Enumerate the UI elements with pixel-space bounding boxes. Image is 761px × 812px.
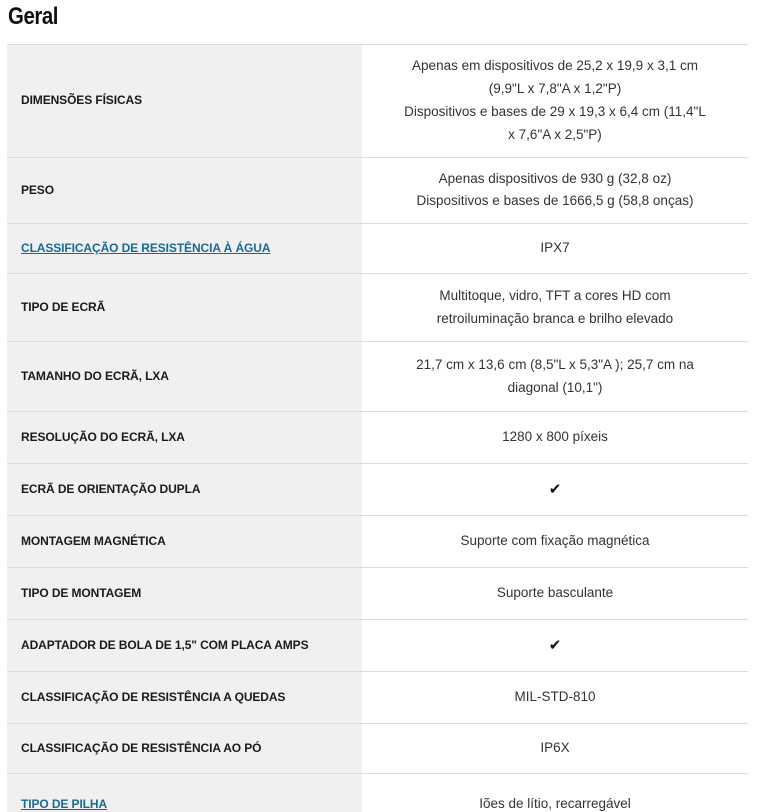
spec-value-text: Apenas dispositivos de 930 g (32,8 oz) xyxy=(438,170,672,186)
spec-value-cell xyxy=(362,464,748,515)
spec-value-cell xyxy=(362,158,748,224)
table-row xyxy=(7,463,748,515)
spec-label-cell xyxy=(7,672,362,723)
spec-value-cell xyxy=(362,568,748,619)
table-row xyxy=(7,223,748,273)
spec-label-cell xyxy=(7,274,362,341)
spec-value-cell xyxy=(362,274,748,341)
spec-label-cell xyxy=(7,774,362,812)
table-row xyxy=(7,411,748,463)
spec-label: PESO xyxy=(21,182,54,197)
spec-value-cell xyxy=(362,724,748,773)
spec-value-text: Dispositivos e bases de 1666,5 g (58,8 onças) xyxy=(416,193,694,209)
table-row xyxy=(7,515,748,567)
spec-value-text: 1280 x 800 píxeis xyxy=(502,429,608,445)
checkmark-icon: ✔ xyxy=(548,637,562,655)
checkmark-icon: ✔ xyxy=(548,481,562,499)
spec-value-text: IPX7 xyxy=(540,240,570,256)
spec-value-text: Multitoque, vidro, TFT a cores HD com retroiluminação branca e brilho elevado xyxy=(436,287,674,326)
spec-value-text: Suporte com fixação magnética xyxy=(460,533,650,549)
spec-label: CLASSIFICAÇÃO DE RESISTÊNCIA A QUEDAS xyxy=(21,690,286,705)
spec-label-cell xyxy=(7,45,362,157)
table-row xyxy=(7,341,748,411)
spec-label-cell xyxy=(7,568,362,619)
spec-label-cell xyxy=(7,464,362,515)
table-row xyxy=(7,671,748,723)
table-row xyxy=(7,773,748,812)
spec-value-text: MIL-STD-810 xyxy=(514,689,596,705)
spec-label: TAMANHO DO ECRÃ, LXA xyxy=(21,369,169,384)
table-row xyxy=(7,723,748,773)
spec-page xyxy=(7,0,748,812)
spec-value-cell xyxy=(362,620,748,671)
table-row xyxy=(7,273,748,341)
table-row xyxy=(7,157,748,224)
spec-label-cell xyxy=(7,724,362,773)
spec-label: CLASSIFICAÇÃO DE RESISTÊNCIA AO PÓ xyxy=(21,741,262,756)
spec-value-cell xyxy=(362,672,748,723)
spec-value-text: Iões de lítio, recarregável xyxy=(479,796,631,812)
spec-label: TIPO DE ECRÃ xyxy=(21,300,106,315)
spec-label-cell xyxy=(7,158,362,224)
spec-value-text: IP6X xyxy=(540,740,570,756)
spec-label: RESOLUÇÃO DO ECRÃ, LXA xyxy=(21,430,185,445)
spec-label-link[interactable]: TIPO DE PILHA xyxy=(21,797,108,812)
spec-value-cell xyxy=(362,412,748,463)
spec-label: ADAPTADOR DE BOLA DE 1,5" COM PLACA AMPS xyxy=(21,638,309,653)
spec-value-cell xyxy=(362,516,748,567)
spec-value-text: Dispositivos e bases de 29 x 19,3 x 6,4 cm (11,4"L x 7,6"A x 2,5"P) xyxy=(404,103,706,142)
spec-value-cell xyxy=(362,45,748,157)
spec-value-cell xyxy=(362,774,748,812)
spec-table xyxy=(7,44,748,812)
spec-label: MONTAGEM MAGNÉTICA xyxy=(21,534,166,549)
spec-label-cell xyxy=(7,224,362,273)
spec-label-link[interactable]: CLASSIFICAÇÃO DE RESISTÊNCIA À ÁGUA xyxy=(21,241,271,256)
table-row xyxy=(7,44,748,157)
spec-label: TIPO DE MONTAGEM xyxy=(21,586,142,601)
spec-value-text: 21,7 cm x 13,6 cm (8,5"L x 5,3"A ); 25,7 cm na diagonal (10,1") xyxy=(416,356,694,395)
page-title: Geral xyxy=(8,3,59,30)
spec-value-cell xyxy=(362,342,748,411)
spec-value-text: Apenas em dispositivos de 25,2 x 19,9 x 3,1 cm (9,9"L x 7,8"A x 1,2"P) xyxy=(412,57,698,96)
table-row xyxy=(7,567,748,619)
spec-label: DIMENSÕES FÍSICAS xyxy=(21,92,142,107)
spec-value-text: Suporte basculante xyxy=(496,585,614,601)
spec-label-cell xyxy=(7,620,362,671)
spec-label-cell xyxy=(7,412,362,463)
spec-value-cell xyxy=(362,224,748,273)
spec-label: ECRÃ DE ORIENTAÇÃO DUPLA xyxy=(21,482,201,497)
table-row xyxy=(7,619,748,671)
spec-label-cell xyxy=(7,516,362,567)
spec-label-cell xyxy=(7,342,362,411)
